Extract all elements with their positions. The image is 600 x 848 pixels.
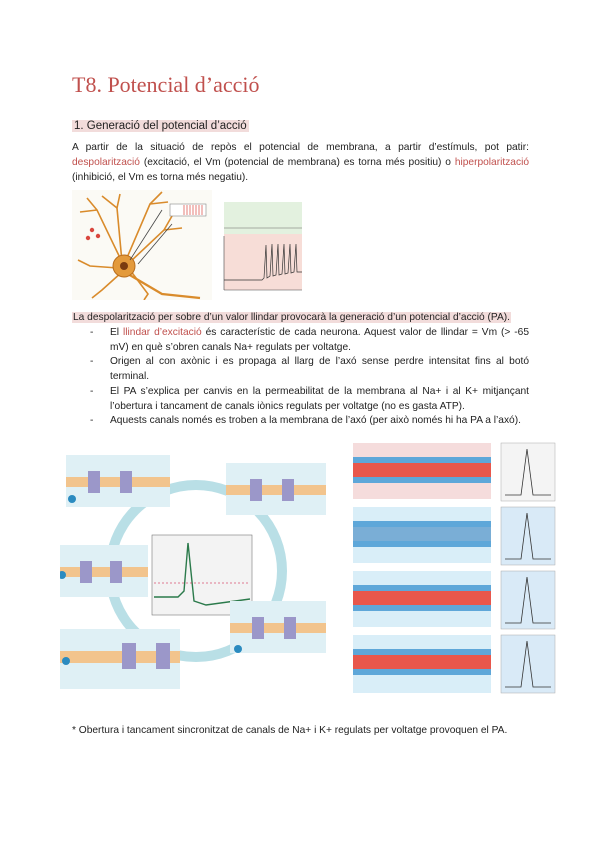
propagation-figure: [345, 437, 563, 699]
bullet-list: [72, 326, 529, 429]
membrane-panel-left: [60, 545, 148, 597]
neuron-recording-figure: [72, 190, 524, 300]
stimulus-current-panel: [224, 202, 302, 234]
channel-cycle-figure: [60, 433, 327, 695]
term-hyperpolarization: hiperpolarització: [454, 157, 529, 168]
bullet-permeability: - El PA s’explica per canvis en la permeabilitat de la membrana al Na+ i al K+ mitjançant l’obertura i tancament de canals iònics regulats per voltatge (no es gasta ATP).: [72, 385, 529, 414]
propagation-step-2: [353, 507, 555, 565]
neuron-illustration: [72, 190, 212, 300]
bullet-axon-channels: - Aquests canals només es troben a la membrana de l’axó (per això només hi ha PA a l’axó).: [72, 414, 529, 429]
membrane-panel-top-left: [66, 455, 170, 507]
footnote: * Obertura i tancament sincronitzat de canals de Na+ i K+ regulats per voltatge provoquen el PA.: [72, 725, 508, 736]
threshold-highlight: La despolarització per sobre d’un valor llindar provocarà la generació d’un potencial d’acció (PA).: [73, 312, 510, 323]
term-threshold: llindar d’excitació: [122, 327, 202, 338]
membrane-panel-bottom: [60, 629, 180, 689]
propagation-step-3: [353, 571, 555, 629]
bullet-1-post: és característic de cada neurona. Aquest valor de llindar = Vm (> -65 mV) en què s’obren canals Na+ regulats per voltatge.: [110, 327, 529, 353]
term-depolarization: despolarització: [72, 157, 140, 168]
membrane-potential-panel: [224, 234, 302, 290]
section-heading: 1. Generació del potencial d’acció: [74, 120, 247, 132]
propagation-step-4: [353, 635, 555, 693]
page-title: T8. Potencial d’acció: [72, 72, 260, 97]
membrane-panel-right: [230, 601, 326, 653]
membrane-panel-top-right: [226, 463, 326, 515]
propagation-step-1: [353, 443, 555, 501]
bullet-origin: - Origen al con axònic i es propaga al llarg de l’axó sense perdre intensitat fins al botó terminal.: [72, 355, 529, 384]
intro-paragraph: [72, 140, 529, 185]
intro-text-c: (inhibició, el Vm es torna més negatiu).: [72, 172, 249, 183]
bullet-threshold: [72, 326, 529, 355]
bullet-1-pre: El: [110, 327, 123, 338]
intro-text-b: (excitació, el Vm (potencial de membrana) es torna més positiu) o: [139, 157, 455, 168]
intro-text-a: A partir de la situació de repòs el potencial de membrana, a partir d’estímuls, pot patir:: [72, 142, 529, 153]
